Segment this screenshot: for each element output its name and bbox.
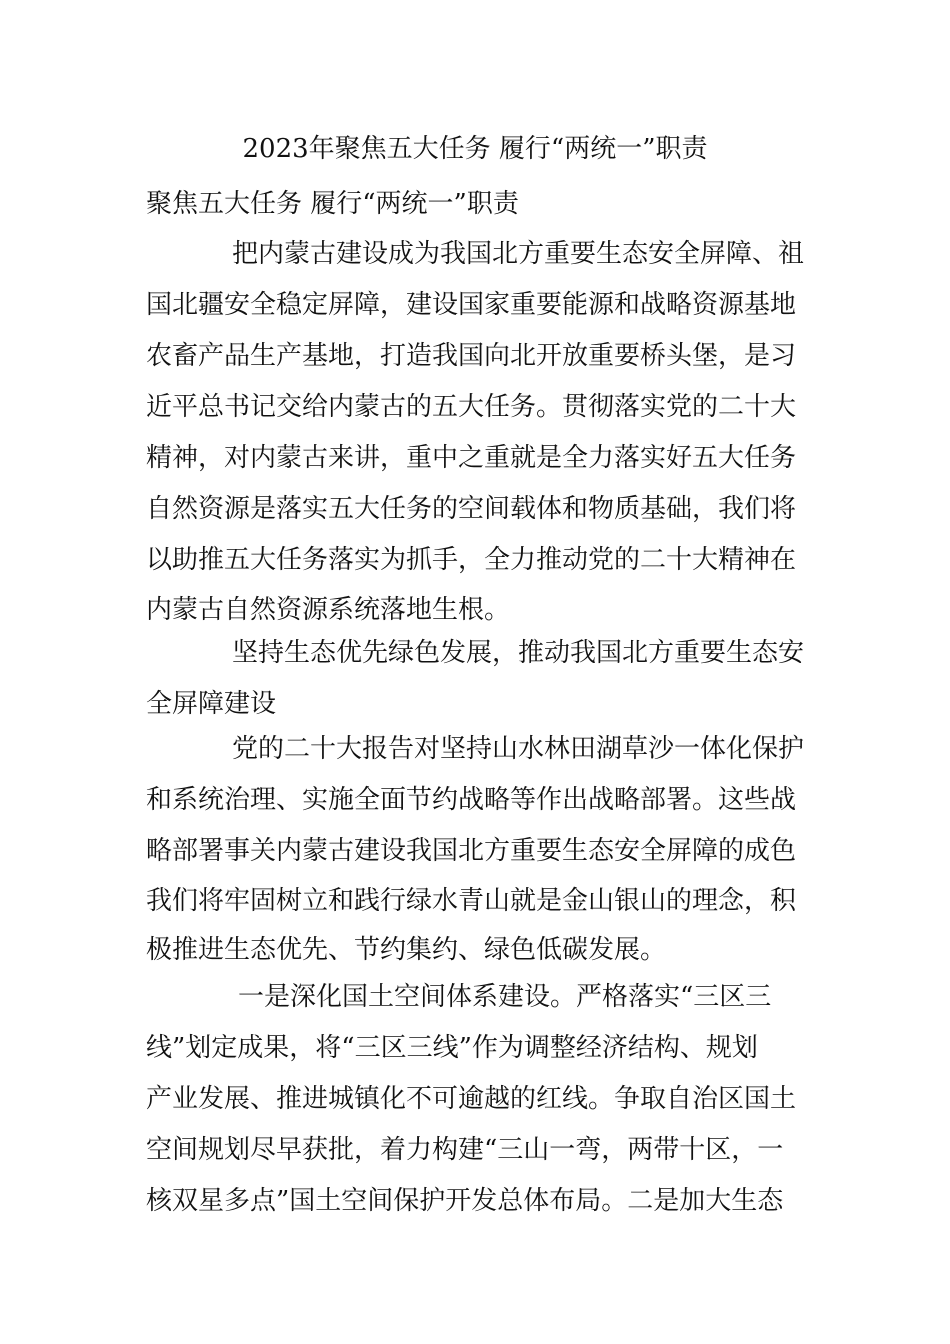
paragraph-line: 党的二十大报告对坚持山水林田湖草沙一体化保护 — [232, 734, 805, 764]
section-heading-line: 坚持生态优先绿色发展，推动我国北方重要生态安 — [232, 638, 805, 668]
paragraph-line: 把内蒙古建设成为我国北方重要生态安全屏障、祖 — [232, 239, 805, 269]
paragraph-line: 以助推五大任务落实为抓手，全力推动党的二十大精神在 — [146, 545, 797, 575]
paragraph-line: 精神，对内蒙古来讲，重中之重就是全力落实好五大任务 — [146, 443, 797, 473]
paragraph-line: 核双星多点”国土空间保护开发总体布局。二是加大生态 — [146, 1186, 784, 1216]
section-heading-line: 全屏障建设 — [146, 689, 277, 719]
paragraph-line: 自然资源是落实五大任务的空间载体和物质基础，我们将 — [146, 494, 797, 524]
paragraph-line: 国北疆安全稳定屏障，建设国家重要能源和战略资源基地 — [146, 290, 797, 320]
paragraph-line: 内蒙古自然资源系统落地生根。 — [146, 595, 511, 625]
paragraph-line: 略部署事关内蒙古建设我国北方重要生态安全屏障的成色 — [146, 836, 797, 866]
paragraph-line: 线”划定成果，将“三区三线”作为调整经济结构、规划 — [146, 1033, 758, 1063]
paragraph-line: 空间规划尽早获批，着力构建“三山一弯，两带十区，一 — [146, 1135, 784, 1165]
paragraph-line: 近平总书记交给内蒙古的五大任务。贯彻落实党的二十大 — [146, 392, 797, 422]
paragraph-line: 极推进生态优先、节约集约、绿色低碳发展。 — [146, 935, 667, 965]
document-title: 2023年聚焦五大任务 履行“两统一”职责 — [242, 134, 708, 164]
paragraph-line: 我们将牢固树立和践行绿水青山就是金山银山的理念，积 — [146, 886, 797, 916]
document-subtitle: 聚焦五大任务 履行“两统一”职责 — [146, 189, 519, 219]
paragraph-line: 产业发展、推进城镇化不可逾越的红线。争取自治区国土 — [146, 1084, 797, 1114]
paragraph-line: 和系统治理、实施全面节约战略等作出战略部署。这些战 — [146, 785, 797, 815]
paragraph-line: 一是深化国土空间体系建设。严格落实“三区三 — [238, 982, 772, 1012]
paragraph-line: 农畜产品生产基地，打造我国向北开放重要桥头堡，是习 — [146, 341, 797, 371]
